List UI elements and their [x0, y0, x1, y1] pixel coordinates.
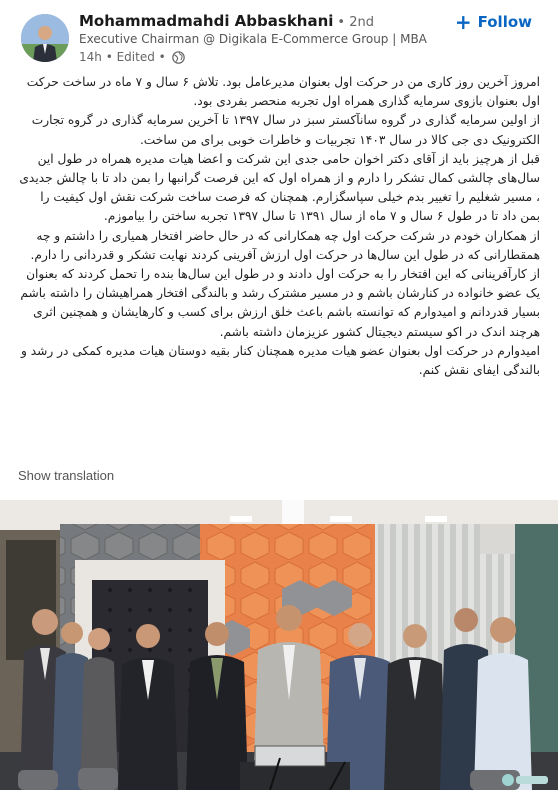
follow-button[interactable] [455, 12, 532, 32]
post-paragraph: از اولین سرمایه گذاری در گروه سانآکستر سبز در سال ۱۳۹۷ تا آخرین سرمایه گذاری در گروه تجارت الکترونیک دی جی کالا در سال ۱۴۰۳ تجربیات و خاطرات خوبی برای من ساخت. [31, 113, 540, 147]
post-header [0, 0, 558, 70]
post-paragraph: قبل از هرچیز باید از آقای دکتر اخوان حامی جدی این شرکت و اعضا هیات مدیره همراه در طول این سال‌های چالشی کمال تشکر را دارم و از همراه اول که این فرصت گرانبها را بمن داد تا با چالش جدیدی ، مسیر شغلیم را تغییر بدم خیلی سپاسگزارم. همچنان که فرصت ساخت شرکت نقش اول کیفیت را بمن داد تا در طول ۶ سال و ۷ ماه از سال ۱۳۹۱ تا سال ۱۳۹۷ تجربه ساختن را بیاموزم. [19, 151, 540, 224]
group-photo [0, 500, 558, 790]
post-meta [79, 50, 185, 64]
plus-icon: + [454, 10, 472, 34]
show-translation-link[interactable]: Show translation [18, 468, 115, 483]
follow-label: Follow [477, 13, 532, 31]
avatar[interactable] [21, 14, 69, 62]
post-meta-text: 14h • Edited • [79, 50, 166, 64]
post-paragraph: امیدوارم در حرکت اول بعنوان عضو هیات مدیره همچنان کنار بقیه دوستان هیات مدیره کمکی در رشد و بالندگی ایفای نقش کنم. [21, 343, 540, 378]
post-text [18, 73, 540, 380]
avatar-image [21, 14, 69, 62]
author-name-text[interactable]: Mohammadmahdi Abbaskhani [79, 12, 334, 30]
post-paragraph: از همکاران خودم در شرکت حرکت اول چه همکارانی که در حال حاضر افتخار همیاری را داشتم و چه همقطارانی که در طول این سال‌ها در حرکت اول ارزش آفرینی کردند نهایت تشکر و قدردانی را دارم. [30, 228, 540, 262]
globe-icon [172, 51, 185, 64]
post-paragraph: از کارآفرینانی که این افتخار را به حرکت اول دادند و در طول این سال‌ها بنده را تحمل کردند که بعنوان یک عضو خانواده در کنارشان باشم و در مسیر مشترک رشد و بالندگی افتخار همراهیشان را داشته باشم بسیار قدردانم و امیدوارم که توانسته باشم باعث خلق ارزش برای کسب و کارهایشان و همچنین اثری هرچند اندک در اکو سیستم دیجیتال کشور عزیزمان داشته باشم. [20, 267, 540, 339]
author-name[interactable] [79, 12, 374, 30]
connection-degree: • 2nd [337, 15, 374, 30]
post-image[interactable] [0, 500, 558, 790]
post-paragraph: امروز آخرین روز کاری من در حرکت اول بعنوان مدیرعامل بود. تلاش ۶ سال و ۷ ماه در ساخت حرکت اول بعنوان بازوی سرمایه گذاری همراه اول تجربه منحصر بفردی بود. [26, 75, 540, 109]
author-headline: Executive Chairman @ Digikala E-Commerce Group | MBA [79, 32, 427, 46]
